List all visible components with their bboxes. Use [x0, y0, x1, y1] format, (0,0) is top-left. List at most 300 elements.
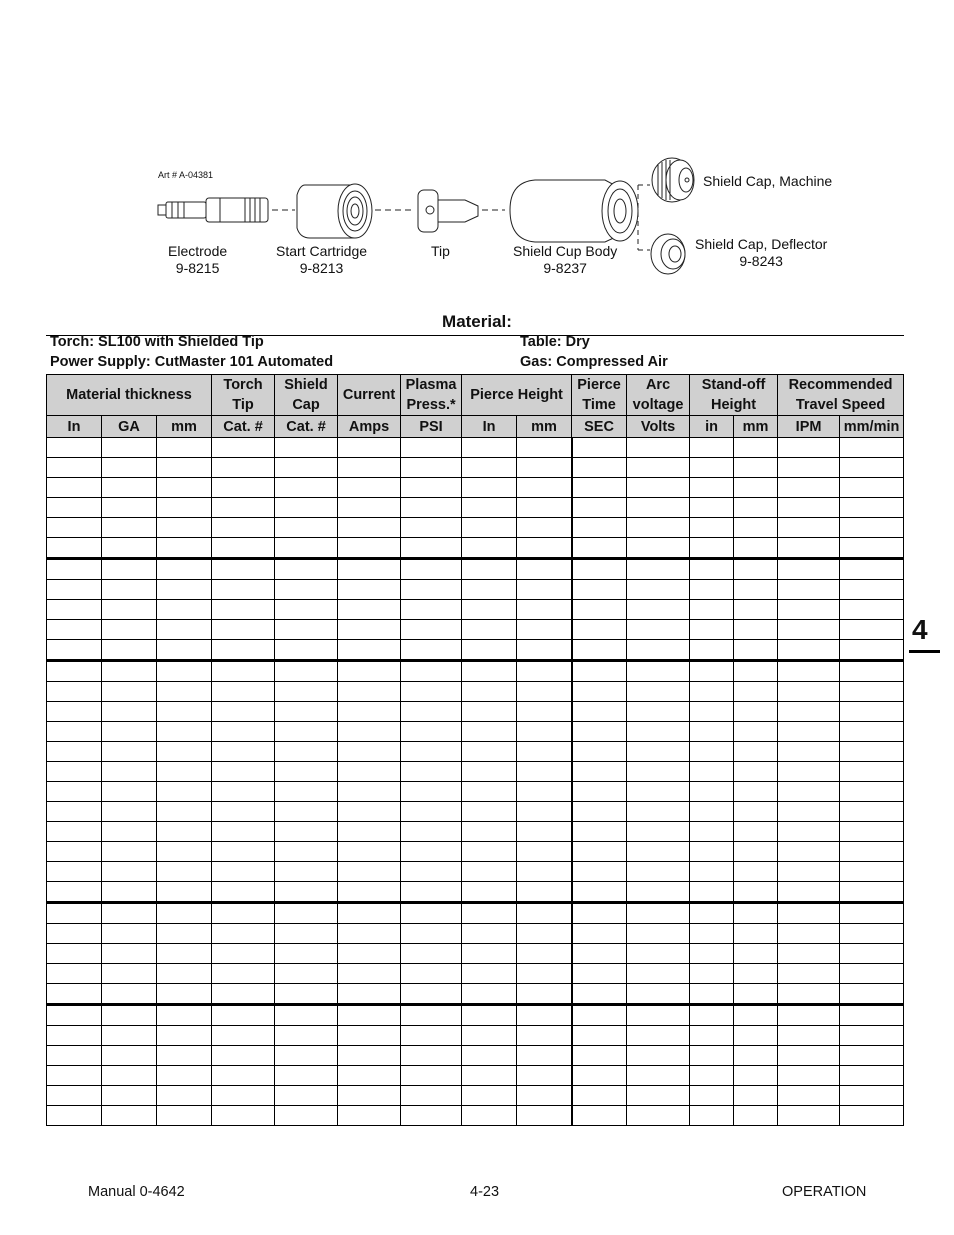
- table-cell: [572, 944, 627, 964]
- table-cell: [47, 702, 102, 722]
- table-cell: [157, 924, 212, 944]
- table-cell: [572, 620, 627, 640]
- shield-cup-body-drawing: [510, 180, 638, 242]
- table-cell: [734, 640, 778, 661]
- table-cell: [778, 1066, 840, 1086]
- table-cell: [734, 822, 778, 842]
- table-cell: [212, 458, 275, 478]
- table-cell: [627, 498, 690, 518]
- table-cell: [840, 600, 904, 620]
- table-cell: [690, 702, 734, 722]
- table-cell: [840, 478, 904, 498]
- table-cell: [627, 478, 690, 498]
- table-cell: [734, 518, 778, 538]
- table-cell: [47, 1046, 102, 1066]
- table-cell: [627, 984, 690, 1005]
- table-cell: [462, 580, 517, 600]
- table-cell: [157, 1066, 212, 1086]
- table-cell: [157, 580, 212, 600]
- table-cell: [47, 478, 102, 498]
- table-cell: [157, 538, 212, 559]
- table-cell: [47, 742, 102, 762]
- table-cell: [734, 1106, 778, 1126]
- table-cell: [212, 518, 275, 538]
- table-cell: [275, 458, 338, 478]
- table-cell: [778, 882, 840, 903]
- table-cell: [338, 640, 401, 661]
- table-cell: [572, 661, 627, 682]
- table-cell: [690, 882, 734, 903]
- table-cell: [840, 498, 904, 518]
- table-cell: [157, 1086, 212, 1106]
- table-cell: [157, 518, 212, 538]
- table-cell: [572, 903, 627, 924]
- table-cell: [734, 682, 778, 702]
- section-tab-rule: [909, 650, 940, 653]
- table-cell: [338, 600, 401, 620]
- table-cell: [627, 842, 690, 862]
- table-cell: [690, 458, 734, 478]
- table-cell: [778, 1106, 840, 1126]
- table-cell: [840, 559, 904, 580]
- table-cell: [157, 458, 212, 478]
- table-cell: [572, 458, 627, 478]
- table-cell: [572, 498, 627, 518]
- table-row: [47, 984, 904, 1005]
- table-cell: [338, 518, 401, 538]
- table-cell: [462, 682, 517, 702]
- unit-standoff-mm: mm: [734, 416, 778, 438]
- header-standoff-height: Stand-off Height: [690, 375, 778, 416]
- table-cell: [338, 822, 401, 842]
- table-cell: [157, 1005, 212, 1026]
- table-cell: [102, 559, 157, 580]
- table-row: [47, 702, 904, 722]
- table-cell: [690, 903, 734, 924]
- table-cell: [690, 640, 734, 661]
- footer-page-number: 4-23: [470, 1184, 500, 1200]
- table-row: [47, 580, 904, 600]
- table-cell: [212, 742, 275, 762]
- table-cell: [840, 702, 904, 722]
- art-number: Art # A-04381: [158, 170, 214, 180]
- table-cell: [212, 1086, 275, 1106]
- table-cell: [517, 964, 572, 984]
- table-cell: [338, 782, 401, 802]
- header-current: Current: [338, 375, 401, 416]
- table-cell: [212, 842, 275, 862]
- table-row: [47, 640, 904, 661]
- table-cell: [778, 702, 840, 722]
- table-cell: [517, 924, 572, 944]
- table-cell: [627, 964, 690, 984]
- table-cell: [275, 822, 338, 842]
- torch-parts-diagram: [150, 150, 710, 290]
- table-row: [47, 903, 904, 924]
- unit-pierce-mm: mm: [517, 416, 572, 438]
- table-cell: [212, 478, 275, 498]
- table-cell: [275, 1026, 338, 1046]
- table-cell: [275, 722, 338, 742]
- table-cell: [690, 1046, 734, 1066]
- table-cell: [517, 1106, 572, 1126]
- table-cell: [517, 842, 572, 862]
- table-cell: [517, 984, 572, 1005]
- table-cell: [840, 742, 904, 762]
- header-plasma-press: Plasma Press.*: [401, 375, 462, 416]
- table-cell: [517, 782, 572, 802]
- table-cell: [462, 1086, 517, 1106]
- table-cell: [734, 661, 778, 682]
- table-cell: [401, 782, 462, 802]
- table-cell: [212, 640, 275, 661]
- table-row: [47, 559, 904, 580]
- table-cell: [690, 438, 734, 458]
- unit-torch-tip-cat: Cat. #: [212, 416, 275, 438]
- table-cell: [338, 924, 401, 944]
- table-row: [47, 458, 904, 478]
- table-cell: [462, 944, 517, 964]
- table-cell: [401, 620, 462, 640]
- table-cell: [338, 1086, 401, 1106]
- table-cell: [157, 862, 212, 882]
- table-cell: [517, 559, 572, 580]
- table-cell: [627, 438, 690, 458]
- table-cell: [840, 822, 904, 842]
- table-cell: [517, 438, 572, 458]
- table-cell: [517, 580, 572, 600]
- table-cell: [275, 882, 338, 903]
- table-cell: [572, 742, 627, 762]
- table-cell: [47, 620, 102, 640]
- table-cell: [401, 903, 462, 924]
- table-cell: [517, 742, 572, 762]
- table-cell: [462, 1005, 517, 1026]
- table-cell: [517, 538, 572, 559]
- table-cell: [627, 782, 690, 802]
- table-cell: [517, 478, 572, 498]
- table-cell: [275, 903, 338, 924]
- table-cell: [401, 984, 462, 1005]
- table-cell: [212, 964, 275, 984]
- table-cell: [840, 762, 904, 782]
- header-arc-voltage: Arc voltage: [627, 375, 690, 416]
- table-cell: [275, 1086, 338, 1106]
- table-cell: [212, 538, 275, 559]
- table-cell: [338, 559, 401, 580]
- table-cell: [401, 458, 462, 478]
- table-cell: [627, 538, 690, 559]
- table-cell: [517, 822, 572, 842]
- table-cell: [517, 518, 572, 538]
- table-cell: [840, 682, 904, 702]
- table-cell: [517, 640, 572, 661]
- table-cell: [690, 1106, 734, 1126]
- table-cell: [778, 862, 840, 882]
- table-cell: [627, 802, 690, 822]
- table-cell: [690, 518, 734, 538]
- table-cell: [690, 964, 734, 984]
- table-cell: [840, 620, 904, 640]
- footer-manual: Manual 0-4642: [88, 1184, 185, 1200]
- table-cell: [690, 478, 734, 498]
- table-cell: [462, 498, 517, 518]
- table-cell: [47, 538, 102, 559]
- table-cell: [102, 882, 157, 903]
- table-cell: [734, 882, 778, 903]
- table-cell: [572, 882, 627, 903]
- table-cell: [690, 580, 734, 600]
- table-cell: [690, 600, 734, 620]
- table-cell: [275, 802, 338, 822]
- table-cell: [734, 782, 778, 802]
- table-cell: [734, 762, 778, 782]
- table-cell: [462, 762, 517, 782]
- table-cell: [212, 1046, 275, 1066]
- unit-ipm: IPM: [778, 416, 840, 438]
- table-cell: [462, 1046, 517, 1066]
- table-cell: [275, 498, 338, 518]
- table-cell: [102, 1106, 157, 1126]
- table-cell: [47, 903, 102, 924]
- table-row: [47, 862, 904, 882]
- table-cell: [627, 822, 690, 842]
- table-cell: [517, 682, 572, 702]
- table-cell: [572, 518, 627, 538]
- table-cell: [840, 984, 904, 1005]
- table-cell: [47, 882, 102, 903]
- table-cell: [338, 702, 401, 722]
- table-cell: [690, 762, 734, 782]
- table-cell: [627, 518, 690, 538]
- table-cell: [627, 1046, 690, 1066]
- part-label-shield-cap-deflector: Shield Cap, Deflector 9-8243: [695, 236, 828, 269]
- table-cell: [517, 661, 572, 682]
- table-cell: [275, 1066, 338, 1086]
- table-cell: [212, 438, 275, 458]
- table-cell: [157, 822, 212, 842]
- header-material-thickness: Material thickness: [47, 375, 212, 416]
- table-cell: [778, 822, 840, 842]
- table-row: [47, 924, 904, 944]
- table-row: [47, 742, 904, 762]
- table-row: [47, 498, 904, 518]
- table-cell: [517, 1066, 572, 1086]
- electrode-drawing: [158, 198, 268, 222]
- table-cell: [778, 903, 840, 924]
- table-cell: [690, 682, 734, 702]
- table-cell: [212, 661, 275, 682]
- unit-amps: Amps: [338, 416, 401, 438]
- table-cell: [840, 964, 904, 984]
- table-cell: [102, 762, 157, 782]
- table-cell: [102, 538, 157, 559]
- table-cell: [462, 538, 517, 559]
- table-cell: [627, 762, 690, 782]
- table-cell: [47, 458, 102, 478]
- table-cell: [338, 1005, 401, 1026]
- table-cell: [401, 924, 462, 944]
- table-cell: [401, 742, 462, 762]
- table-cell: [401, 722, 462, 742]
- table-cell: [462, 458, 517, 478]
- table-cell: [47, 722, 102, 742]
- table-cell: [517, 600, 572, 620]
- table-cell: [517, 862, 572, 882]
- table-cell: [690, 802, 734, 822]
- table-cell: [401, 1086, 462, 1106]
- table-cell: [102, 458, 157, 478]
- table-cell: [517, 1005, 572, 1026]
- table-cell: [778, 580, 840, 600]
- table-row: [47, 762, 904, 782]
- table-cell: [401, 964, 462, 984]
- table-cell: [401, 600, 462, 620]
- table-cell: [338, 964, 401, 984]
- table-cell: [517, 1026, 572, 1046]
- shield-cap-machine-drawing: [652, 158, 694, 202]
- table-cell: [778, 478, 840, 498]
- table-cell: [212, 802, 275, 822]
- table-row: [47, 964, 904, 984]
- table-cell: [690, 538, 734, 559]
- table-row: [47, 1005, 904, 1026]
- torch-info: Torch: SL100 with Shielded Tip: [50, 334, 264, 350]
- table-cell: [157, 842, 212, 862]
- table-cell: [778, 1046, 840, 1066]
- table-cell: [840, 661, 904, 682]
- table-cell: [47, 580, 102, 600]
- table-cell: [401, 640, 462, 661]
- table-cell: [401, 498, 462, 518]
- section-tab-number: 4: [912, 614, 928, 645]
- table-cell: [462, 518, 517, 538]
- table-cell: [102, 984, 157, 1005]
- table-cell: [401, 882, 462, 903]
- unit-sec: SEC: [572, 416, 627, 438]
- table-cell: [275, 580, 338, 600]
- table-cell: [462, 984, 517, 1005]
- table-cell: [627, 1066, 690, 1086]
- table-cell: [338, 538, 401, 559]
- table-cell: [212, 1106, 275, 1126]
- unit-in: In: [47, 416, 102, 438]
- table-cell: [212, 862, 275, 882]
- header-travel-speed: Recommended Travel Speed: [778, 375, 904, 416]
- header-pierce-time: Pierce Time: [572, 375, 627, 416]
- table-cell: [462, 742, 517, 762]
- table-cell: [627, 640, 690, 661]
- table-cell: [517, 762, 572, 782]
- table-cell: [212, 924, 275, 944]
- table-cell: [338, 458, 401, 478]
- table-cell: [102, 862, 157, 882]
- table-cell: [157, 882, 212, 903]
- table-cell: [157, 1106, 212, 1126]
- table-cell: [690, 1026, 734, 1046]
- table-cell: [572, 682, 627, 702]
- table-cell: [338, 1106, 401, 1126]
- table-cell: [462, 1066, 517, 1086]
- table-cell: [627, 1086, 690, 1106]
- table-cell: [840, 518, 904, 538]
- table-cell: [157, 661, 212, 682]
- table-cell: [517, 498, 572, 518]
- table-cell: [47, 559, 102, 580]
- table-cell: [734, 1005, 778, 1026]
- table-cell: [462, 903, 517, 924]
- table-cell: [275, 559, 338, 580]
- table-cell: [275, 742, 338, 762]
- table-cell: [157, 702, 212, 722]
- table-body: [47, 438, 904, 1126]
- table-cell: [462, 822, 517, 842]
- table-cell: [572, 580, 627, 600]
- table-cell: [401, 559, 462, 580]
- table-cell: [275, 924, 338, 944]
- table-cell: [212, 1066, 275, 1086]
- table-cell: [517, 722, 572, 742]
- table-cell: [401, 762, 462, 782]
- table-cell: [778, 538, 840, 559]
- header-shield-cap: Shield Cap: [275, 375, 338, 416]
- table-cell: [338, 762, 401, 782]
- unit-psi: PSI: [401, 416, 462, 438]
- table-cell: [401, 1066, 462, 1086]
- table-cell: [102, 478, 157, 498]
- table-cell: [778, 458, 840, 478]
- table-cell: [212, 882, 275, 903]
- table-cell: [734, 722, 778, 742]
- gas-info: Gas: Compressed Air: [520, 354, 668, 370]
- table-cell: [572, 782, 627, 802]
- table-row: [47, 722, 904, 742]
- power-supply-info: Power Supply: CutMaster 101 Automated: [50, 354, 334, 370]
- table-cell: [338, 620, 401, 640]
- table-cell: [462, 600, 517, 620]
- table-cell: [778, 438, 840, 458]
- table-cell: [778, 802, 840, 822]
- table-cell: [840, 722, 904, 742]
- table-cell: [275, 862, 338, 882]
- table-cell: [102, 438, 157, 458]
- table-cell: [275, 762, 338, 782]
- table-cell: [462, 661, 517, 682]
- table-cell: [401, 842, 462, 862]
- table-cell: [47, 640, 102, 661]
- table-cell: [102, 620, 157, 640]
- table-cell: [690, 661, 734, 682]
- table-cell: [517, 903, 572, 924]
- table-cell: [212, 722, 275, 742]
- table-cell: [778, 600, 840, 620]
- table-cell: [840, 538, 904, 559]
- table-cell: [275, 984, 338, 1005]
- table-cell: [462, 842, 517, 862]
- table-cell: [102, 722, 157, 742]
- table-cell: [47, 944, 102, 964]
- table-cell: [157, 620, 212, 640]
- table-cell: [627, 661, 690, 682]
- table-cell: [102, 1005, 157, 1026]
- table-cell: [734, 600, 778, 620]
- table-cell: [102, 600, 157, 620]
- table-cell: [47, 924, 102, 944]
- table-cell: [690, 742, 734, 762]
- table-cell: [157, 478, 212, 498]
- table-cell: [690, 924, 734, 944]
- table-cell: [734, 1066, 778, 1086]
